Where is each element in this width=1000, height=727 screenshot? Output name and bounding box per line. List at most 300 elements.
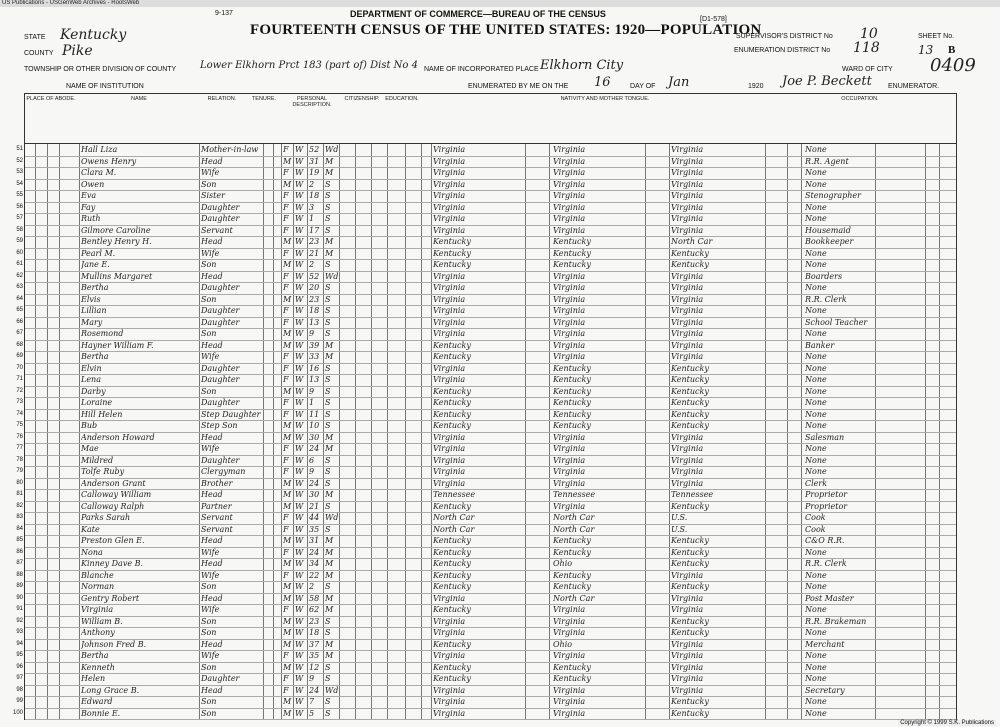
row-number: 56 — [16, 203, 23, 210]
cell-fbirth: Kentucky — [553, 260, 591, 269]
cell-age: 9 — [309, 674, 315, 683]
enumerator-label: ENUMERATOR. — [888, 83, 940, 90]
cell-fbirth: Kentucky — [553, 409, 591, 419]
cell-ms: Wd — [325, 685, 339, 695]
cell-race: W — [295, 191, 304, 200]
cell-occ: None — [805, 421, 827, 430]
cell-race: W — [295, 225, 304, 235]
township-label: TOWNSHIP OR OTHER DIVISION OF COUNTY — [24, 66, 177, 73]
cell-sex: M — [283, 662, 292, 672]
cell-occ: Cook — [805, 524, 826, 534]
cell-mbirth: Virginia — [671, 179, 704, 189]
cell-rel: Son — [201, 662, 217, 672]
cell-age: 13 — [309, 375, 320, 384]
cell-occ: None — [805, 329, 827, 338]
cell-occ: R.R. Clerk — [805, 294, 847, 304]
cell-name: Lillian — [81, 306, 107, 315]
cell-name: Bertha — [81, 283, 109, 292]
ed-value: 118 — [853, 40, 880, 56]
cell-age: 12 — [309, 662, 320, 672]
cell-mbirth: Kentucky — [671, 582, 709, 591]
cell-mbirth: Virginia — [671, 444, 704, 453]
cell-rel: Son — [201, 582, 217, 591]
row-number: 63 — [16, 284, 23, 290]
cell-rel: Son — [201, 708, 217, 718]
cell-occ: None — [805, 697, 827, 706]
cell-rel: Head — [201, 237, 223, 246]
row-number: 83 — [16, 514, 23, 520]
supervisor-value: 10 — [860, 26, 878, 42]
cell-fbirth: North Car — [553, 513, 595, 522]
cell-sex: F — [283, 409, 289, 419]
cell-age: 7 — [309, 697, 315, 706]
cell-ms: M — [325, 651, 334, 660]
cell-sex: F — [283, 570, 289, 580]
cell-sex: M — [283, 639, 292, 649]
cell-birth: Virginia — [433, 306, 466, 315]
cell-name: Anderson Grant — [81, 478, 146, 488]
cell-rel: Son — [201, 628, 217, 637]
row-number: 87 — [16, 560, 23, 566]
row-number: 95 — [16, 652, 23, 658]
cell-rel: Son — [201, 329, 217, 338]
cell-race: W — [295, 352, 304, 361]
cell-rel: Daughter — [201, 375, 240, 384]
cell-sex: F — [283, 283, 289, 292]
cell-mbirth: Virginia — [671, 271, 704, 281]
cell-name: Preston Glen E. — [81, 536, 145, 545]
col-head-nativity: NATIVITY AND MOTHER TONGUE. — [560, 96, 650, 102]
cell-mbirth: Kentucky — [671, 248, 709, 258]
cell-mbirth: Virginia — [671, 570, 704, 580]
cell-sex: F — [283, 467, 289, 476]
row-number: 84 — [16, 525, 23, 532]
stamp: 0409 — [930, 55, 976, 76]
cell-occ: None — [805, 547, 827, 557]
cell-rel: Son — [201, 179, 217, 189]
cell-birth: Tennessee — [433, 490, 476, 499]
cell-fbirth: Ohio — [553, 639, 573, 649]
col-head-citizenship: CITIZENSHIP. — [344, 96, 380, 102]
cell-sex: F — [283, 214, 289, 223]
cell-mbirth: Virginia — [671, 467, 704, 476]
cell-fbirth: Virginia — [553, 271, 586, 281]
cell-age: 2 — [309, 179, 315, 189]
cell-birth: Virginia — [433, 202, 466, 212]
cell-race: W — [295, 478, 304, 488]
cell-age: 9 — [309, 329, 315, 338]
cell-age: 52 — [309, 271, 320, 281]
cell-occ: Proprietor — [805, 501, 848, 511]
row-number: 98 — [16, 686, 23, 693]
col-head-relation: RELATION. — [207, 96, 237, 102]
cell-sex: F — [283, 202, 289, 212]
cell-fbirth: Kentucky — [553, 570, 591, 580]
cell-ms: S — [325, 628, 331, 637]
cell-rel: Daughter — [201, 398, 240, 407]
cell-race: W — [295, 248, 304, 258]
cell-rel: Daughter — [201, 283, 240, 292]
cell-rel: Clergyman — [201, 467, 246, 476]
cell-occ: None — [805, 674, 827, 683]
cell-ms: M — [325, 237, 334, 246]
cell-age: 24 — [309, 478, 320, 488]
cell-rel: Daughter — [201, 214, 240, 223]
cell-mbirth: Virginia — [671, 214, 704, 223]
cell-age: 24 — [309, 685, 320, 695]
cell-occ: None — [805, 352, 827, 361]
cell-birth: Virginia — [433, 708, 466, 718]
cell-sex: M — [283, 501, 292, 511]
cell-rel: Daughter — [201, 306, 240, 315]
cell-occ: R.R. Clerk — [805, 559, 847, 568]
cell-mbirth: Kentucky — [671, 409, 709, 419]
cell-rel: Son — [201, 697, 217, 706]
cell-birth: Virginia — [433, 283, 466, 292]
cell-race: W — [295, 536, 304, 545]
cell-fbirth: Kentucky — [553, 674, 591, 683]
cell-fbirth: Virginia — [553, 225, 586, 235]
cell-mbirth: Virginia — [671, 478, 704, 488]
sheet-side: B — [948, 44, 956, 56]
cell-name: Bonnie E. — [81, 708, 121, 718]
row-number: 85 — [16, 537, 23, 543]
cell-age: 24 — [309, 547, 320, 557]
cell-mbirth: Virginia — [671, 340, 704, 350]
cell-fbirth: Virginia — [553, 708, 586, 718]
cell-occ: None — [805, 248, 827, 258]
cell-ms: M — [325, 490, 334, 499]
cell-name: Kinney Dave B. — [81, 559, 144, 568]
cell-mbirth: Virginia — [671, 225, 704, 235]
cell-sex: F — [283, 306, 289, 315]
col-head-education: EDUCATION. — [385, 96, 419, 102]
cell-name: Anderson Howard — [81, 432, 155, 442]
cell-race: W — [295, 260, 304, 269]
cell-ms: S — [325, 582, 331, 591]
cell-race: W — [295, 421, 304, 430]
cell-fbirth: Virginia — [553, 168, 586, 177]
cell-fbirth: North Car — [553, 593, 595, 603]
cell-occ: None — [805, 214, 827, 223]
cell-rel: Wife — [201, 651, 220, 660]
cell-fbirth: Virginia — [553, 697, 586, 706]
cell-occ: Bookkeeper — [805, 237, 854, 246]
row-number: 69 — [16, 353, 23, 359]
cell-race: W — [295, 329, 304, 338]
cell-rel: Head — [201, 490, 223, 499]
day-label: DAY OF — [630, 83, 656, 90]
cell-rel: Servant — [201, 513, 233, 522]
enumerated-label: ENUMERATED BY ME ON THE — [468, 83, 569, 90]
cell-name: Hayner William F. — [81, 340, 154, 350]
cell-name: Eva — [81, 191, 97, 200]
cell-birth: Virginia — [433, 467, 466, 476]
cell-race: W — [295, 593, 304, 603]
cell-mbirth: Virginia — [671, 432, 704, 442]
cell-sex: M — [283, 386, 292, 396]
row-number: 60 — [16, 249, 23, 256]
cell-birth: Kentucky — [433, 398, 471, 407]
cell-sex: F — [283, 674, 289, 683]
cell-rel: Head — [201, 593, 223, 603]
ed-label: ENUMERATION DISTRICT No — [734, 47, 831, 54]
cell-rel: Daughter — [201, 317, 240, 327]
cell-age: 17 — [309, 225, 320, 235]
ward-label: WARD OF CITY — [842, 66, 893, 73]
cell-age: 21 — [309, 501, 320, 511]
cell-race: W — [295, 306, 304, 315]
cell-name: Ruth — [81, 214, 101, 223]
cell-ms: S — [325, 524, 331, 534]
cell-rel: Wife — [201, 444, 220, 453]
county-label: COUNTY — [24, 50, 54, 57]
cell-age: 24 — [309, 444, 320, 453]
page-title: FOURTEENTH CENSUS OF THE UNITED STATES: 1920—POPULATION — [250, 22, 762, 38]
cell-race: W — [295, 708, 304, 718]
cell-occ: None — [805, 398, 827, 407]
cell-sex: M — [283, 340, 292, 350]
cell-age: 16 — [309, 363, 320, 373]
cell-sex: F — [283, 271, 289, 281]
cell-age: 44 — [309, 513, 320, 522]
cell-mbirth: Virginia — [671, 639, 704, 649]
cell-occ: None — [805, 202, 827, 212]
cell-ms: M — [325, 340, 334, 350]
cell-birth: Virginia — [433, 697, 466, 706]
cell-sex: M — [283, 559, 292, 568]
cell-occ: Merchant — [805, 639, 845, 649]
cell-fbirth: Kentucky — [553, 386, 591, 396]
cell-sex: M — [283, 478, 292, 488]
cell-mbirth: Virginia — [671, 168, 704, 177]
cell-age: 6 — [309, 455, 315, 465]
cell-occ: None — [805, 605, 827, 614]
cell-age: 21 — [309, 248, 320, 258]
institution-label: NAME OF INSTITUTION — [66, 83, 144, 90]
cell-rel: Brother — [201, 478, 233, 488]
cell-sex: F — [283, 352, 289, 361]
row-number: 89 — [16, 583, 23, 589]
cell-race: W — [295, 467, 304, 476]
cell-sex: M — [283, 294, 292, 304]
cell-sex: M — [283, 490, 292, 499]
cell-birth: Kentucky — [433, 501, 471, 511]
cell-fbirth: Virginia — [553, 306, 586, 315]
cell-rel: Daughter — [201, 202, 240, 212]
cell-ms: S — [325, 191, 331, 200]
cell-mbirth: Virginia — [671, 294, 704, 304]
cell-ms: S — [325, 306, 331, 315]
cell-occ: Boarders — [805, 271, 843, 281]
cell-fbirth: Virginia — [553, 501, 586, 511]
cell-fbirth: Virginia — [553, 145, 586, 154]
cell-occ: None — [805, 168, 827, 177]
cell-birth: Kentucky — [433, 409, 471, 419]
cell-occ: R.R. Brakeman — [805, 616, 867, 626]
cell-birth: Virginia — [433, 168, 466, 177]
row-number: 65 — [16, 307, 23, 313]
cell-ms: S — [325, 501, 331, 511]
cell-birth: North Car — [433, 513, 475, 522]
cell-mbirth: Virginia — [671, 283, 704, 292]
cell-fbirth: Virginia — [553, 616, 586, 626]
cell-birth: Virginia — [433, 317, 466, 327]
cell-ms: M — [325, 156, 334, 166]
cell-sex: F — [283, 605, 289, 614]
cell-ms: S — [325, 294, 331, 304]
cell-mbirth: Kentucky — [671, 708, 709, 718]
cell-ms: Wd — [325, 145, 339, 154]
cell-fbirth: Virginia — [553, 478, 586, 488]
cell-age: 23 — [309, 294, 320, 304]
cell-rel: Head — [201, 271, 223, 281]
cell-mbirth: U.S. — [671, 513, 688, 522]
cell-mbirth: Kentucky — [671, 501, 709, 511]
cell-ms: M — [325, 593, 334, 603]
cell-age: 30 — [309, 432, 320, 442]
cell-sex: F — [283, 513, 289, 522]
row-number: 52 — [16, 157, 23, 164]
cell-occ: None — [805, 455, 827, 465]
place-label: NAME OF INCORPORATED PLACE — [424, 66, 539, 73]
cell-rel: Sister — [201, 191, 225, 200]
cell-fbirth: Ohio — [553, 559, 573, 568]
cell-occ: None — [805, 260, 827, 269]
cell-name: Norman — [81, 582, 115, 591]
row-number: 80 — [16, 479, 23, 486]
cell-sex: M — [283, 432, 292, 442]
cell-occ: R.R. Agent — [805, 156, 849, 166]
cell-occ: Cook — [805, 513, 826, 522]
cell-mbirth: Virginia — [671, 674, 704, 683]
cell-rel: Head — [201, 536, 223, 545]
cell-fbirth: Virginia — [553, 651, 586, 660]
cell-race: W — [295, 283, 304, 292]
cell-mbirth: Kentucky — [671, 260, 709, 269]
cell-fbirth: Virginia — [553, 628, 586, 637]
cell-mbirth: Kentucky — [671, 616, 709, 626]
row-number: 53 — [16, 169, 23, 175]
state-label: STATE — [24, 34, 46, 41]
cell-mbirth: Kentucky — [671, 547, 709, 557]
cell-ms: S — [325, 202, 331, 212]
cell-mbirth: Virginia — [671, 317, 704, 327]
cell-race: W — [295, 651, 304, 660]
row-number: 55 — [16, 192, 23, 198]
cell-birth: Virginia — [433, 444, 466, 453]
cell-race: W — [295, 455, 304, 465]
cell-birth: Virginia — [433, 225, 466, 235]
cell-rel: Daughter — [201, 455, 240, 465]
cell-fbirth: Kentucky — [553, 547, 591, 557]
cell-birth: Virginia — [433, 294, 466, 304]
cell-rel: Head — [201, 685, 223, 695]
cell-birth: Virginia — [433, 628, 466, 637]
cell-birth: Kentucky — [433, 547, 471, 557]
cell-sex: M — [283, 329, 292, 338]
cell-fbirth: Kentucky — [553, 375, 591, 384]
window-title: US Publications - USGenWeb Archives - RootsWeb — [0, 0, 1000, 7]
cell-fbirth: Virginia — [553, 455, 586, 465]
cell-rel: Wife — [201, 168, 220, 177]
row-number: 51 — [16, 146, 23, 152]
row-number: 71 — [16, 376, 23, 382]
cell-birth: Virginia — [433, 145, 466, 154]
cell-mbirth: Kentucky — [671, 697, 709, 706]
cell-sex: F — [283, 375, 289, 384]
cell-race: W — [295, 547, 304, 557]
cell-ms: S — [325, 455, 331, 465]
enumerator-signature: Joe P. Beckett — [782, 74, 872, 89]
cell-mbirth: Virginia — [671, 593, 704, 603]
cell-rel: Son — [201, 294, 217, 304]
cell-fbirth: Virginia — [553, 179, 586, 189]
cell-rel: Partner — [201, 501, 232, 511]
row-number: 94 — [16, 640, 23, 647]
cell-mbirth: Virginia — [671, 651, 704, 660]
cell-birth: Virginia — [433, 651, 466, 660]
cell-name: Owen — [81, 179, 105, 189]
state-value: Kentucky — [60, 27, 127, 43]
cell-race: W — [295, 179, 304, 189]
cell-mbirth: Virginia — [671, 145, 704, 154]
cell-race: W — [295, 674, 304, 683]
cell-name: Hill Helen — [81, 409, 123, 419]
cell-name: Mae — [81, 444, 99, 453]
cell-age: 2 — [309, 582, 315, 591]
cell-mbirth: Kentucky — [671, 421, 709, 430]
row-number: 100 — [12, 709, 23, 716]
cell-name: Bentley Henry H. — [81, 237, 152, 246]
month-value: Jan — [668, 75, 690, 90]
cell-rel: Wife — [201, 352, 220, 361]
cell-ms: M — [325, 352, 334, 361]
cell-name: Virginia — [81, 605, 114, 614]
cell-rel: Son — [201, 386, 217, 396]
cell-occ: None — [805, 409, 827, 419]
cell-birth: Virginia — [433, 375, 466, 384]
cell-race: W — [295, 214, 304, 223]
cell-age: 13 — [309, 317, 320, 327]
cell-name: Owens Henry — [81, 156, 137, 166]
cell-rel: Step Son — [201, 421, 238, 430]
cell-birth: Virginia — [433, 616, 466, 626]
cell-name: Kate — [81, 524, 100, 534]
cell-race: W — [295, 340, 304, 350]
row-number: 92 — [16, 617, 23, 624]
cell-sex: M — [283, 708, 292, 718]
cell-ms: Wd — [325, 513, 339, 522]
cell-fbirth: Tennessee — [553, 490, 596, 499]
cell-ms: Wd — [325, 271, 339, 281]
cell-age: 3 — [309, 202, 315, 212]
cell-ms: M — [325, 570, 334, 580]
row-number: 97 — [16, 675, 23, 681]
cell-occ: Stenographer — [805, 191, 861, 200]
cell-fbirth: Kentucky — [553, 363, 591, 373]
cell-name: Mildred — [81, 455, 114, 465]
cell-birth: Virginia — [433, 455, 466, 465]
row-number: 59 — [16, 238, 23, 244]
cell-ms: S — [325, 260, 331, 269]
row-number: 75 — [16, 422, 23, 428]
cell-fbirth: Virginia — [553, 605, 586, 614]
cell-occ: None — [805, 306, 827, 315]
cell-name: Clara M. — [81, 168, 117, 177]
cell-fbirth: Virginia — [553, 202, 586, 212]
cell-occ: Proprietor — [805, 490, 848, 499]
